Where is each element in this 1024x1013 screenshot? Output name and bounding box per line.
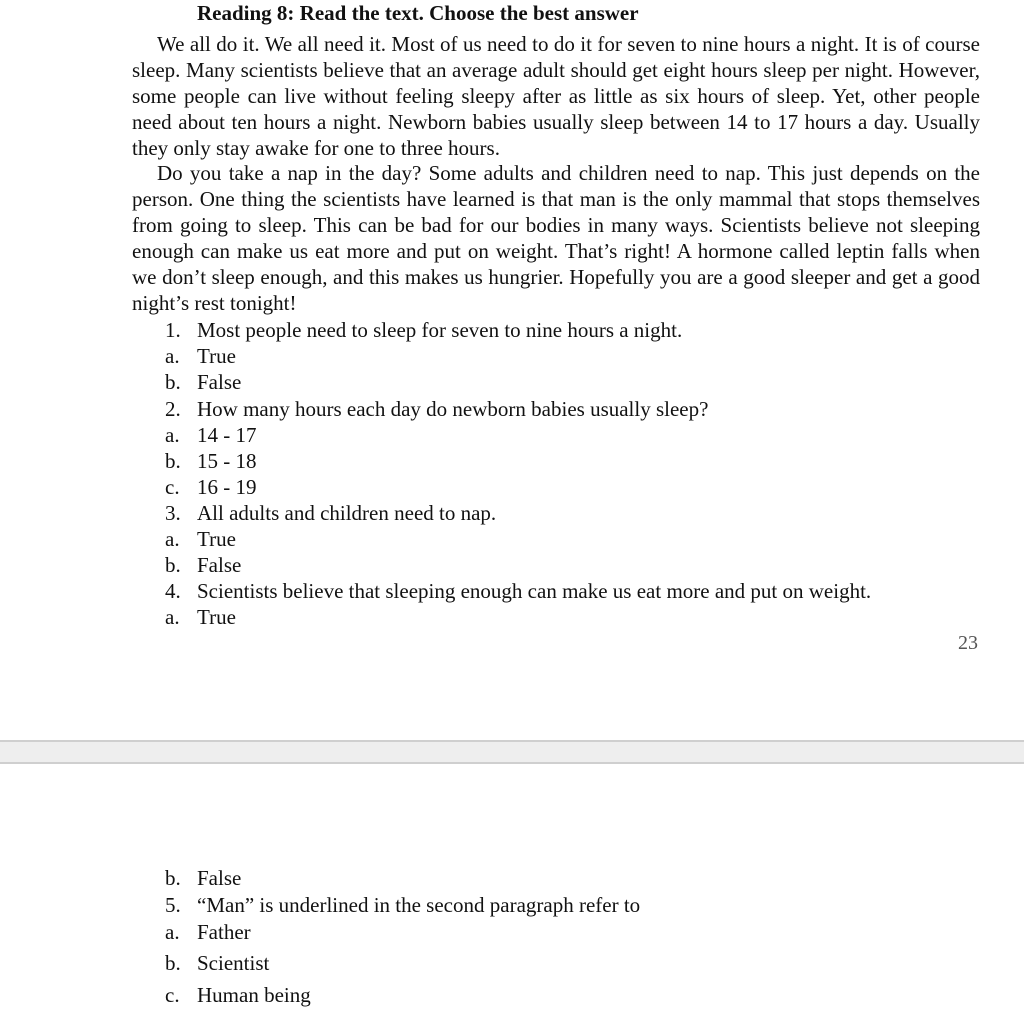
option-text: True <box>197 527 236 551</box>
option-letter: a. <box>165 423 180 447</box>
option-text: 16 - 19 <box>197 475 257 499</box>
page-number: 23 <box>958 632 978 654</box>
option-letter: b. <box>165 553 181 577</box>
paragraph-1: We all do it. We all need it. Most of us need to do it for seven to nine hours a night. It is of course sleep. Many scientists believe that an average adult should get eight hours sleep per night. However, some people can live without feeling sleepy after as little as six hours of sleep. Yet, other people need about ten hours a night. Newborn babies usually sleep between 14 to 17 hours a day. Usually they only stay awake for one to three hours. <box>132 32 980 160</box>
question-text: How many hours each day do newborn babies usually sleep? <box>197 397 709 421</box>
question-number: 1. <box>165 318 181 342</box>
option-text: False <box>197 553 242 577</box>
question-text: Scientists believe that sleeping enough can make us eat more and put on weight. <box>197 579 872 603</box>
question-number: 5. <box>165 893 181 917</box>
option-text: False <box>197 370 242 394</box>
question-number: 4. <box>165 579 181 603</box>
option-letter: a. <box>165 527 180 551</box>
option-letter: c. <box>165 983 180 1007</box>
option-letter: b. <box>165 951 181 975</box>
page-24 <box>0 764 1024 1013</box>
option-letter: a. <box>165 344 180 368</box>
option-letter: a. <box>165 920 180 944</box>
question-number: 3. <box>165 501 181 525</box>
option-text: Human being <box>197 983 311 1007</box>
option-text: Father <box>197 920 251 944</box>
option-text: True <box>197 605 236 629</box>
option-text: 15 - 18 <box>197 449 257 473</box>
option-text: 14 - 17 <box>197 423 257 447</box>
option-letter: a. <box>165 605 180 629</box>
option-letter: b. <box>165 449 181 473</box>
option-letter: c. <box>165 475 180 499</box>
question-text: All adults and children need to nap. <box>197 501 497 525</box>
option-letter: b. <box>165 370 181 394</box>
question-text: Most people need to sleep for seven to nine hours a night. <box>197 318 683 342</box>
option-text: True <box>197 344 236 368</box>
paragraph-2: Do you take a nap in the day? Some adults and children need to nap. This just depends on the person. One thing the scientists have learned is that man is the only mammal that stops themselves from going to sleep. This can be bad for our bodies in many ways. Scientists believe not sleeping enough can make us eat more and put on weight. That’s right! A hormone called leptin falls when we don’t sleep enough, and this makes us hungrier. Hopefully you are a good sleeper and get a good night’s rest tonight! <box>132 161 980 315</box>
option-text: Scientist <box>197 951 270 975</box>
option-text: False <box>197 866 242 890</box>
page-break-separator <box>0 740 1024 764</box>
question-text: “Man” is underlined in the second paragraph refer to <box>197 893 641 917</box>
question-number: 2. <box>165 397 181 421</box>
option-letter: b. <box>165 866 181 890</box>
reading-title: Reading 8: Read the text. Choose the best answer <box>197 1 639 25</box>
